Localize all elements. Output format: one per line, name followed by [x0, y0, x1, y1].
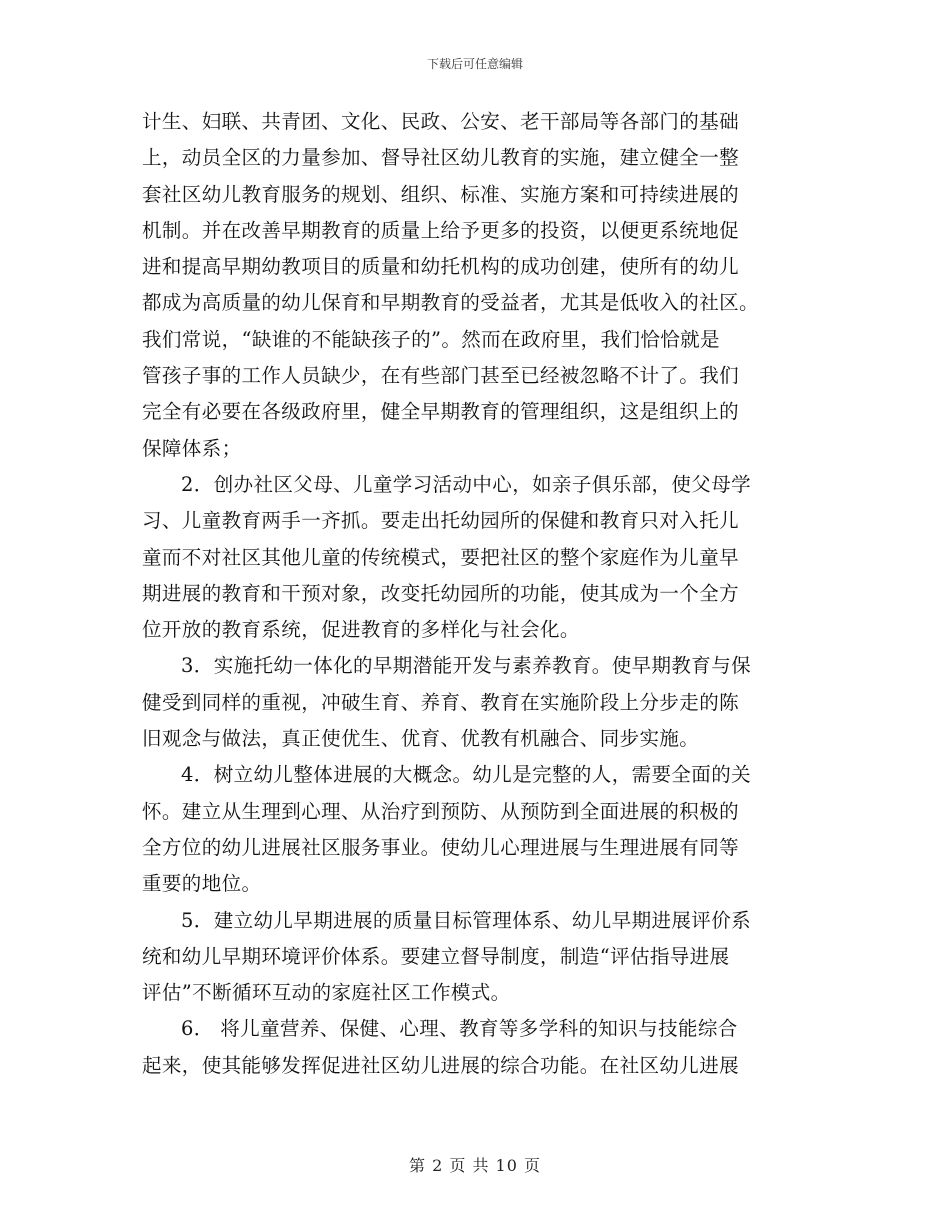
text-line: 2．创办社区父母、儿童学习活动中心，如亲子俱乐部，使父母学 — [181, 472, 752, 496]
text-line: 我们常说，“缺谁的不能缺孩子的”。然而在政府里，我们恰恰就是 — [142, 327, 720, 351]
text-line: 都成为高质量的幼儿保育和早期教育的受益者，尤其是低收入的社区。 — [142, 291, 759, 315]
text-line: 习、儿童教育两手一齐抓。要走出托幼园所的保健和教育只对入托儿 — [142, 509, 740, 533]
text-line: 5．建立幼儿早期进展的质量目标管理体系、幼儿早期进展评价系 — [181, 908, 752, 932]
text-line: 机制。并在改善早期教育的质量上给予更多的投资，以便更系统地促 — [142, 218, 740, 242]
text-line: 重要的地位。 — [142, 872, 262, 896]
text-line: 上，动员全区的力量参加、督导社区幼儿教育的实施，建立健全一整 — [142, 146, 740, 170]
text-line: 4．树立幼儿整体进展的大概念。幼儿是完整的人，需要全面的关 — [181, 763, 752, 787]
text-line: 旧观念与做法，真正使优生、优育、优教有机融合、同步实施。 — [142, 727, 700, 751]
text-line: 健受到同样的重视，冲破生育、养育、教育在实施阶段上分步走的陈 — [142, 690, 740, 714]
text-line: 管孩子事的工作人员缺少，在有些部门甚至已经被忽略不计了。我们 — [142, 364, 740, 388]
text-line: 进和提高早期幼教项目的质量和幼托机构的成功创建，使所有的幼儿 — [142, 255, 740, 279]
page-header: 下载后可任意编辑 — [426, 57, 523, 71]
text-line: 怀。建立从生理到心理、从治疗到预防、从预防到全面进展的积极的 — [142, 799, 740, 823]
text-line: 位开放的教育系统，促进教育的多样化与社会化。 — [142, 618, 580, 642]
text-line: 3．实施托幼一体化的早期潜能开发与素养教育。使早期教育与保 — [181, 654, 752, 678]
text-line: 统和幼儿早期环境评价体系。要建立督导制度，制造“评估指导进展 — [142, 944, 730, 968]
text-line: 评估”不断循环互动的家庭社区工作模式。 — [142, 981, 511, 1005]
text-line: 保障体系； — [142, 436, 242, 460]
text-line: 期进展的教育和干预对象，改变托幼园所的功能，使其成为一个全方 — [142, 581, 740, 605]
text-line: 套社区幼儿教育服务的规划、组织、标准、实施方案和可持续进展的 — [142, 182, 740, 206]
text-line: 全方位的幼儿进展社区服务事业。使幼儿心理进展与生理进展有同等 — [142, 835, 740, 859]
text-line: 6． 将儿童营养、保健、心理、教育等多学科的知识与技能综合 — [181, 1017, 738, 1041]
text-line: 童而不对社区其他儿童的传统模式，要把社区的整个家庭作为儿童早 — [142, 545, 740, 569]
page-number-footer: 第 2 页 共 10 页 — [409, 1156, 541, 1175]
text-line: 完全有必要在各级政府里，健全早期教育的管理组织，这是组织上的 — [142, 400, 740, 424]
text-line: 起来，使其能够发挥促进社区幼儿进展的综合功能。在社区幼儿进展 — [142, 1053, 740, 1077]
text-line: 计生、妇联、共青团、文化、民政、公安、老干部局等各部门的基础 — [142, 110, 740, 133]
document-body — [142, 104, 807, 1084]
